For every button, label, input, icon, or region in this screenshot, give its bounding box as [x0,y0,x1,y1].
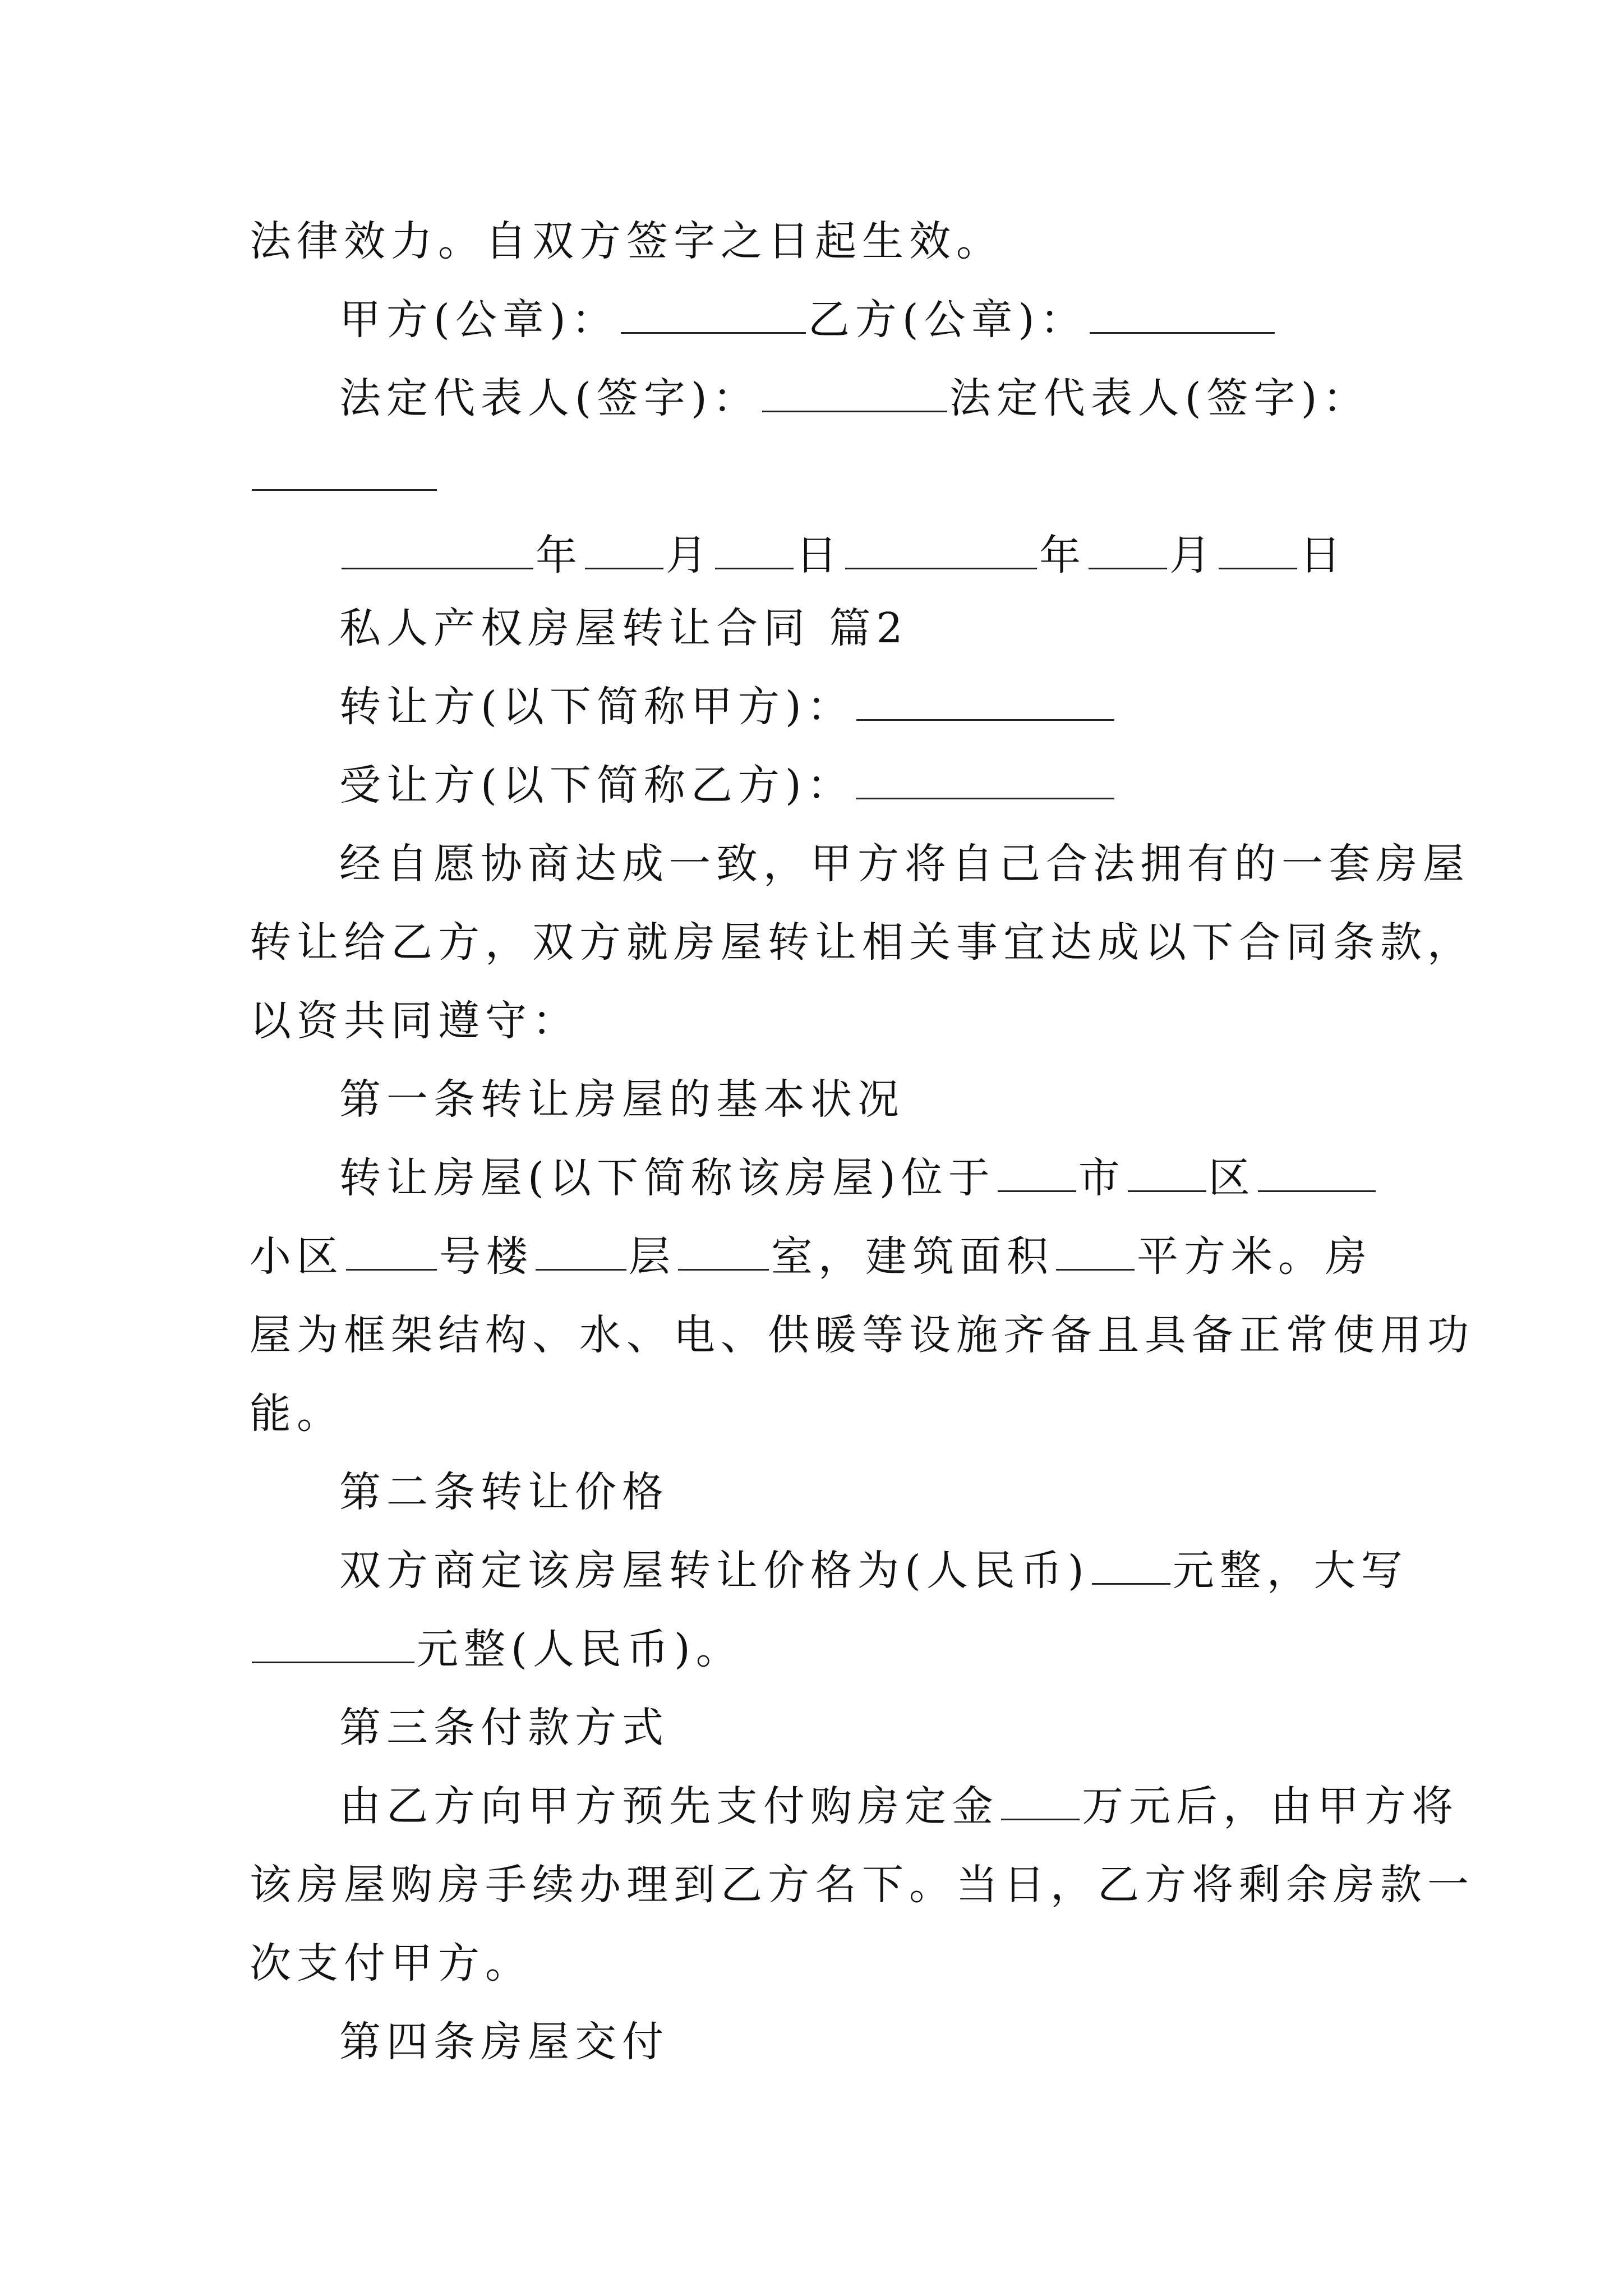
text-line [250,1930,532,1997]
building-blank [346,1236,437,1271]
area-label: 平方米。房 [1137,1232,1372,1281]
transferee-label: 受让方(以下简称乙方)： [339,761,854,809]
line-text: 由乙方向甲方预先支付购房定金 [339,1782,999,1830]
text-line [250,987,579,1055]
party-a-representative-label: 法定代表人(签字)： [339,374,760,422]
clause-title: 第一条转让房屋的基本状况 [339,1075,905,1124]
transferee-blank [856,765,1114,799]
clause-heading [339,1694,669,1761]
clause-heading [339,1458,669,1526]
month-label: 月 [666,531,713,579]
line-text: 元整(人民币)。 [417,1625,743,1673]
party-b-seal-blank [1090,300,1275,334]
text-line [250,909,1474,976]
text-line [250,1223,1372,1290]
transferor-label: 转让方(以下简称甲方)： [339,683,854,731]
text-line [250,1616,743,1683]
line-text: 该房屋购房手续办理到乙方名下。当日，乙方将剩余房款一 [250,1861,1474,1909]
signature-line-seal [339,286,1277,353]
month-blank [1089,535,1167,569]
line-text: 转让给乙方，双方就房屋转让相关事宜达成以下合同条款， [250,918,1474,967]
party-b-representative-label: 法定代表人(签字)： [949,374,1370,422]
party-line [339,673,1117,740]
line-text: 法律效力。自双方签字之日起生效。 [250,217,1003,265]
party-b-seal-label: 乙方(公章)： [808,296,1087,344]
city-blank [998,1158,1076,1192]
section-heading [339,595,909,662]
day-blank [1219,535,1297,569]
deposit-blank [1001,1786,1080,1820]
district-label: 区 [1208,1154,1256,1202]
line-text: 屋为框架结构、水、电、供暖等设施齐备且具备正常使用功 [250,1311,1474,1359]
text-line [250,1851,1474,1918]
city-label: 市 [1078,1154,1126,1202]
floor-label: 层 [629,1232,676,1281]
party-a-seal-blank [621,300,806,334]
contract-title: 私人产权房屋转让合同 篇2 [339,604,909,652]
party-a-seal-label: 甲方(公章)： [339,296,619,344]
transferor-blank [856,687,1114,721]
line-text: 万元后，由甲方将 [1082,1782,1459,1830]
text-line [250,208,1003,275]
community-blank [1258,1158,1376,1192]
room-label: 室，建筑面积 [771,1232,1054,1281]
party-a-representative-blank [762,378,947,412]
text-line [339,1773,1459,1840]
line-text: 经自愿协商达成一致，甲方将自己合法拥有的一套房屋 [339,840,1470,888]
text-line [339,830,1470,898]
month-label: 月 [1169,531,1216,579]
clause-heading [339,1066,905,1133]
line-text: 次支付甲方。 [250,1939,532,1987]
floor-blank [536,1236,626,1271]
day-label: 日 [1299,531,1347,579]
line-text: 元整，大写 [1172,1547,1408,1595]
area-blank [1056,1236,1135,1271]
year-label: 年 [1039,531,1086,579]
day-label: 日 [796,531,843,579]
room-blank [678,1236,769,1271]
party-b-representative-blank [252,457,437,491]
signature-continuation [250,443,439,510]
clause-title: 第三条付款方式 [339,1704,669,1752]
year-blank [845,535,1037,569]
day-blank [715,535,794,569]
month-blank [585,535,663,569]
line-text: 能。 [250,1389,344,1438]
line-text: 以资共同遵守： [250,997,579,1045]
text-line [250,1380,344,1447]
clause-title: 第四条房屋交付 [339,2018,669,2066]
clause-heading [339,2008,669,2076]
price-blank [1092,1550,1170,1585]
date-line [339,522,1347,589]
line-text: 双方商定该房屋转让价格为(人民币) [339,1547,1090,1595]
price-words-blank [252,1629,414,1663]
clause-title: 第二条转让价格 [339,1468,669,1516]
text-line [250,1301,1474,1369]
line-text: 转让房屋(以下简称该房屋)位于 [339,1154,995,1202]
building-label: 号楼 [439,1232,533,1281]
text-line [339,1144,1378,1212]
year-blank [342,535,533,569]
party-line [339,752,1117,819]
text-line [339,1537,1408,1604]
district-blank [1128,1158,1206,1192]
community-label: 小区 [250,1232,344,1281]
year-label: 年 [536,531,583,579]
signature-line-representative [339,365,1370,432]
